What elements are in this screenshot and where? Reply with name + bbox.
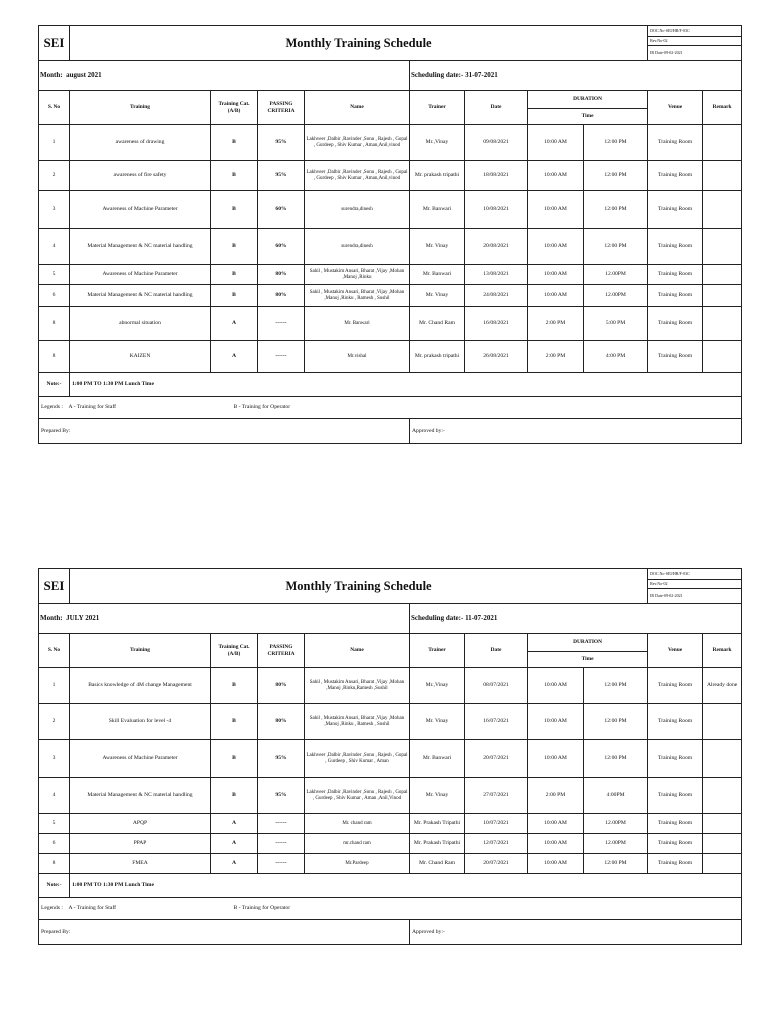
legend-a: A - Training for Staff (68, 404, 116, 411)
cell-training-cat: A (211, 341, 258, 373)
cell-name: Mr.vishal (305, 341, 410, 373)
cell-trainer: Mr. Prakash Tripathi (410, 814, 465, 834)
month-value: august 2021 (66, 71, 102, 80)
cell-time-from: 10:00 AM (528, 814, 584, 834)
cell-training: KAIZEN (70, 341, 211, 373)
cell-sno: 1 (39, 668, 70, 704)
cell-remark (703, 229, 742, 265)
cell-sno: 1 (39, 125, 70, 161)
cell-remark (703, 285, 742, 307)
cell-training-cat: B (211, 668, 258, 704)
cell-name: Mr. Banwari (305, 307, 410, 341)
cell-trainer: Mr.,Vinay (410, 125, 465, 161)
cell-sno: 6 (39, 834, 70, 854)
approved-by: Approved by:- (410, 419, 742, 444)
header-venue: Venue (648, 91, 703, 125)
header-name: Name (305, 91, 410, 125)
cell-training-cat: B (211, 161, 258, 191)
cell-time-from: 10:00 AM (528, 161, 584, 191)
cell-venue: Training Room (648, 778, 703, 814)
page-title: Monthly Training Schedule (70, 26, 648, 61)
header-passing-criteria: PASSING CRITERIA (258, 91, 305, 125)
cell-date: 12/07/2021 (465, 834, 528, 854)
cell-date: 27/07/2021 (465, 778, 528, 814)
cell-training: abnormal situation (70, 307, 211, 341)
cell-training-cat: B (211, 778, 258, 814)
header-training-cat: Training Cat. (A/B) (211, 634, 258, 668)
cell-date: 13/08/2021 (465, 265, 528, 285)
cell-training: Skill Evaluation for level -4 (70, 704, 211, 740)
header-duration: DURATION (528, 634, 648, 652)
cell-training-cat: B (211, 125, 258, 161)
cell-passing-criteria: 95% (258, 740, 305, 778)
cell-time-to: 12:00 PM (584, 229, 648, 265)
legends-row (39, 898, 742, 920)
cell-name: Lakhveer ,Dalbir ,Ravinder ,Sonu , Rajesh , Gopal , Gurdeep , Shiv Kumar , Aman,Anil,vinod (305, 161, 410, 191)
cell-passing-criteria: 95% (258, 161, 305, 191)
cell-remark (703, 161, 742, 191)
cell-remark (703, 740, 742, 778)
header-time: Time (528, 652, 648, 668)
cell-passing-criteria: ------ (258, 307, 305, 341)
cell-passing-criteria: 60% (258, 229, 305, 265)
cell-time-to: 5:00 PM (584, 307, 648, 341)
note-label: Note:- (39, 373, 70, 397)
cell-remark (703, 191, 742, 229)
cell-time-from: 10:00 AM (528, 285, 584, 307)
header-sno: S. No (39, 634, 70, 668)
cell-date: 09/08/2021 (465, 125, 528, 161)
cell-remark (703, 854, 742, 874)
cell-time-to: 12:00 PM (584, 704, 648, 740)
table-row (39, 285, 742, 307)
cell-date: 18/08/2021 (465, 161, 528, 191)
cell-trainer: Mr. prakash tripathi (410, 341, 465, 373)
cell-passing-criteria: 80% (258, 285, 305, 307)
cell-time-to: 12.00PM (584, 814, 648, 834)
scheduling-date-cell (410, 604, 742, 634)
table-row (39, 834, 742, 854)
cell-remark (703, 834, 742, 854)
cell-time-to: 12:00 PM (584, 854, 648, 874)
cell-name: surendra,dinesh (305, 191, 410, 229)
cell-training: Material Management & NC material handling (70, 778, 211, 814)
cell-time-to: 12:00 PM (584, 740, 648, 778)
approved-by: Approved by:- (410, 920, 742, 945)
header-trainer: Trainer (410, 91, 465, 125)
doc-number: DOC.No-SEI/HR/F-03C (648, 26, 742, 37)
schedule-table (38, 568, 742, 945)
table-row (39, 125, 742, 161)
cell-training-cat: B (211, 229, 258, 265)
table-row (39, 341, 742, 373)
table-row (39, 307, 742, 341)
cell-training: Awareness of Machine Parameter (70, 740, 211, 778)
cell-name: Mr. chand ram (305, 814, 410, 834)
cell-sno: 5 (39, 814, 70, 834)
cell-time-to: 4:00 PM (584, 341, 648, 373)
cell-time-from: 10:00 AM (528, 265, 584, 285)
cell-time-from: 10:00 AM (528, 740, 584, 778)
cell-date: 26/08/2021 (465, 341, 528, 373)
cell-sno: 3 (39, 740, 70, 778)
cell-time-from: 10:00 AM (528, 191, 584, 229)
cell-trainer: Mr. Chand Ram (410, 854, 465, 874)
month-value: JULY 2021 (66, 614, 100, 623)
cell-name: Sahil , Mustakim Ansari, Bharat ,Vijay ,Mohan ,Manoj ,Rinku,Ramesh ,Sushil (305, 668, 410, 704)
cell-sno: 2 (39, 704, 70, 740)
cell-trainer: Mr. Banwari (410, 740, 465, 778)
cell-trainer: Mr. Vinay (410, 778, 465, 814)
cell-training-cat: A (211, 854, 258, 874)
cell-training-cat: A (211, 307, 258, 341)
cell-venue: Training Room (648, 740, 703, 778)
schedule-table (38, 25, 742, 444)
cell-time-to: 12:00 PM (584, 191, 648, 229)
cell-time-from: 2:00 PM (528, 307, 584, 341)
company-logo: SEI (39, 26, 70, 61)
cell-trainer: Mr. prakash tripathi (410, 161, 465, 191)
header-time: Time (528, 109, 648, 125)
cell-remark (703, 125, 742, 161)
rev-number: Rev.No-02 (648, 37, 742, 46)
table-row (39, 778, 742, 814)
cell-venue: Training Room (648, 265, 703, 285)
cell-venue: Training Room (648, 125, 703, 161)
scheduling-date-label: Scheduling date:- (411, 71, 464, 80)
cell-venue: Training Room (648, 307, 703, 341)
cell-training-cat: B (211, 285, 258, 307)
cell-name: Sahil , Mustakim Ansari, Bharat ,Vijay ,Mohan ,Manoj ,Rinku , Ramesh , Sushil (305, 704, 410, 740)
cell-remark (703, 778, 742, 814)
cell-sno: 4 (39, 229, 70, 265)
legend-b: B - Training for Operator (233, 404, 291, 411)
cell-date: 20/08/2021 (465, 229, 528, 265)
prepared-by: Prepared By: (39, 419, 410, 444)
cell-time-from: 10:00 AM (528, 854, 584, 874)
schedule-sheet-july (38, 568, 738, 945)
legends-label: Legends : (41, 905, 63, 912)
cell-name: surendra,dinesh (305, 229, 410, 265)
cell-date: 16/08/2021 (465, 307, 528, 341)
cell-training: PPAP (70, 834, 211, 854)
cell-passing-criteria: ------ (258, 814, 305, 834)
cell-name: mr.chand ram (305, 834, 410, 854)
cell-time-from: 10:00 AM (528, 125, 584, 161)
cell-time-from: 10:00 AM (528, 229, 584, 265)
doc-number: DOC.No-SEI/HR/F-03C (648, 569, 742, 580)
month-cell (39, 61, 410, 91)
cell-name: Lakhveer ,Dalbir ,Ravinder ,Sonu , Rajesh , Gopal , Gurdeep , Shiv Kumar , Aman ,Anil,Vinod (305, 778, 410, 814)
header-sno: S. No (39, 91, 70, 125)
cell-time-to: 12:00 PM (584, 161, 648, 191)
note-text: 1:00 PM TO 1:30 PM Lunch Time (70, 373, 742, 397)
cell-trainer: Mr. Chand Ram (410, 307, 465, 341)
prepared-by: Prepared By: (39, 920, 410, 945)
cell-time-from: 2:00 PM (528, 778, 584, 814)
cell-passing-criteria: 95% (258, 778, 305, 814)
cell-remark (703, 265, 742, 285)
cell-name: Mr.Pardeep (305, 854, 410, 874)
cell-remark (703, 704, 742, 740)
cell-name: Lakhveer ,Dalbir ,Ravinder ,Sonu , Rajesh , Gopal , Gurdeep , Shiv Kumar , Aman,Anil,vinod (305, 125, 410, 161)
cell-venue: Training Room (648, 704, 703, 740)
company-logo: SEI (39, 569, 70, 604)
cell-date: 24/08/2021 (465, 285, 528, 307)
scheduling-date-label: Scheduling date:- (411, 614, 464, 623)
cell-time-to: 12:00 PM (584, 125, 648, 161)
cell-sno: 6 (39, 285, 70, 307)
cell-passing-criteria: 60% (258, 191, 305, 229)
cell-sno: 8 (39, 854, 70, 874)
table-row (39, 229, 742, 265)
cell-sno: 4 (39, 778, 70, 814)
header-training: Training (70, 634, 211, 668)
table-row (39, 704, 742, 740)
cell-time-to: 12.00PM (584, 834, 648, 854)
cell-training: APQP (70, 814, 211, 834)
cell-trainer: Mr. Vinay (410, 229, 465, 265)
cell-time-from: 10:00 AM (528, 834, 584, 854)
cell-training-cat: A (211, 834, 258, 854)
cell-sno: 8 (39, 341, 70, 373)
cell-sno: 2 (39, 161, 70, 191)
header-date: Date (465, 91, 528, 125)
cell-training: awareness of drawing (70, 125, 211, 161)
cell-venue: Training Room (648, 285, 703, 307)
month-cell (39, 604, 410, 634)
header-duration: DURATION (528, 91, 648, 109)
month-label: Month: (40, 71, 63, 80)
cell-training-cat: B (211, 740, 258, 778)
scheduling-date-value: 31-07-2021 (465, 71, 498, 80)
table-row (39, 265, 742, 285)
header-name: Name (305, 634, 410, 668)
cell-trainer: Mr. Banwari (410, 265, 465, 285)
cell-passing-criteria: 95% (258, 125, 305, 161)
cell-training: awareness of fire safety (70, 161, 211, 191)
cell-venue: Training Room (648, 834, 703, 854)
cell-passing-criteria: 80% (258, 265, 305, 285)
cell-venue: Training Room (648, 341, 703, 373)
header-remark: Remark (703, 634, 742, 668)
table-row (39, 668, 742, 704)
cell-trainer: Mr.,Vinay (410, 668, 465, 704)
cell-training: Material Management & NC material handling (70, 285, 211, 307)
cell-training-cat: B (211, 191, 258, 229)
rev-number: Rev.No-02 (648, 580, 742, 589)
cell-trainer: Mr. Banwari (410, 191, 465, 229)
cell-trainer: Mr. Prakash Tripathi (410, 834, 465, 854)
cell-training-cat: A (211, 814, 258, 834)
cell-date: 10/07/2021 (465, 814, 528, 834)
cell-training: Material Management & NC material handling (70, 229, 211, 265)
rev-date: IR Date-09-02-2021 (648, 589, 742, 604)
cell-training: Basics knowledge of 4M change Management (70, 668, 211, 704)
cell-time-from: 10:00 AM (528, 668, 584, 704)
table-row (39, 854, 742, 874)
header-trainer: Trainer (410, 634, 465, 668)
cell-venue: Training Room (648, 854, 703, 874)
note-label: Note:- (39, 874, 70, 898)
cell-sno: 8 (39, 307, 70, 341)
header-training-cat: Training Cat. (A/B) (211, 91, 258, 125)
legend-b: B - Training for Operator (233, 905, 291, 912)
table-row (39, 191, 742, 229)
schedule-sheet-august (38, 25, 732, 444)
legends-row (39, 397, 742, 419)
rev-date: IR Date-09-02-2021 (648, 46, 742, 61)
note-text: 1:00 PM TO 1:30 PM Lunch Time (70, 874, 742, 898)
cell-time-from: 10:00 AM (528, 704, 584, 740)
header-passing-criteria: PASSING CRITERIA (258, 634, 305, 668)
header-venue: Venue (648, 634, 703, 668)
header-date: Date (465, 634, 528, 668)
cell-sno: 3 (39, 191, 70, 229)
cell-trainer: Mr. Vinay (410, 285, 465, 307)
cell-sno: 5 (39, 265, 70, 285)
cell-trainer: Mr. Vinay (410, 704, 465, 740)
cell-venue: Training Room (648, 814, 703, 834)
cell-passing-criteria: 80% (258, 668, 305, 704)
cell-time-from: 2:00 PM (528, 341, 584, 373)
cell-passing-criteria: ------ (258, 341, 305, 373)
scheduling-date-value: 11-07-2021 (465, 614, 498, 623)
cell-training-cat: B (211, 265, 258, 285)
cell-name: Sahil , Mustakim Ansari, Bharat ,Vijay ,Mohan ,Manoj ,Rinku (305, 265, 410, 285)
cell-date: 20/07/2021 (465, 740, 528, 778)
cell-date: 20/07/2021 (465, 854, 528, 874)
cell-remark (703, 341, 742, 373)
table-row (39, 740, 742, 778)
page-title: Monthly Training Schedule (70, 569, 648, 604)
cell-date: 08/07/2021 (465, 668, 528, 704)
cell-training: FMEA (70, 854, 211, 874)
legend-a: A - Training for Staff (68, 905, 116, 912)
cell-training: Awareness of Machine Parameter (70, 265, 211, 285)
cell-remark (703, 307, 742, 341)
cell-venue: Training Room (648, 229, 703, 265)
cell-time-to: 12.00PM (584, 265, 648, 285)
cell-time-to: 12.00PM (584, 285, 648, 307)
header-training: Training (70, 91, 211, 125)
cell-passing-criteria: ------ (258, 854, 305, 874)
cell-training-cat: B (211, 704, 258, 740)
table-row (39, 814, 742, 834)
cell-date: 16/07/2021 (465, 704, 528, 740)
cell-time-to: 12:00 PM (584, 668, 648, 704)
cell-venue: Training Room (648, 668, 703, 704)
cell-remark: Already done (703, 668, 742, 704)
legends-label: Legends : (41, 404, 63, 411)
cell-date: 10/08/2021 (465, 191, 528, 229)
cell-time-to: 4:00PM (584, 778, 648, 814)
cell-training: Awareness of Machine Parameter (70, 191, 211, 229)
cell-name: Sahil , Mustakim Ansari, Bharat ,Vijay ,Mohan ,Manoj ,Rinku , Ramesh , Sushil (305, 285, 410, 307)
cell-passing-criteria: ------ (258, 834, 305, 854)
cell-remark (703, 814, 742, 834)
scheduling-date-cell (410, 61, 742, 91)
cell-venue: Training Room (648, 161, 703, 191)
cell-passing-criteria: 80% (258, 704, 305, 740)
header-remark: Remark (703, 91, 742, 125)
cell-venue: Training Room (648, 191, 703, 229)
cell-name: Lakhveer ,Dalbir ,Ravinder ,Sonu , Rajesh , Gopal , Gurdeep , Shiv Kumar , Aman (305, 740, 410, 778)
table-row (39, 161, 742, 191)
month-label: Month: (40, 614, 63, 623)
